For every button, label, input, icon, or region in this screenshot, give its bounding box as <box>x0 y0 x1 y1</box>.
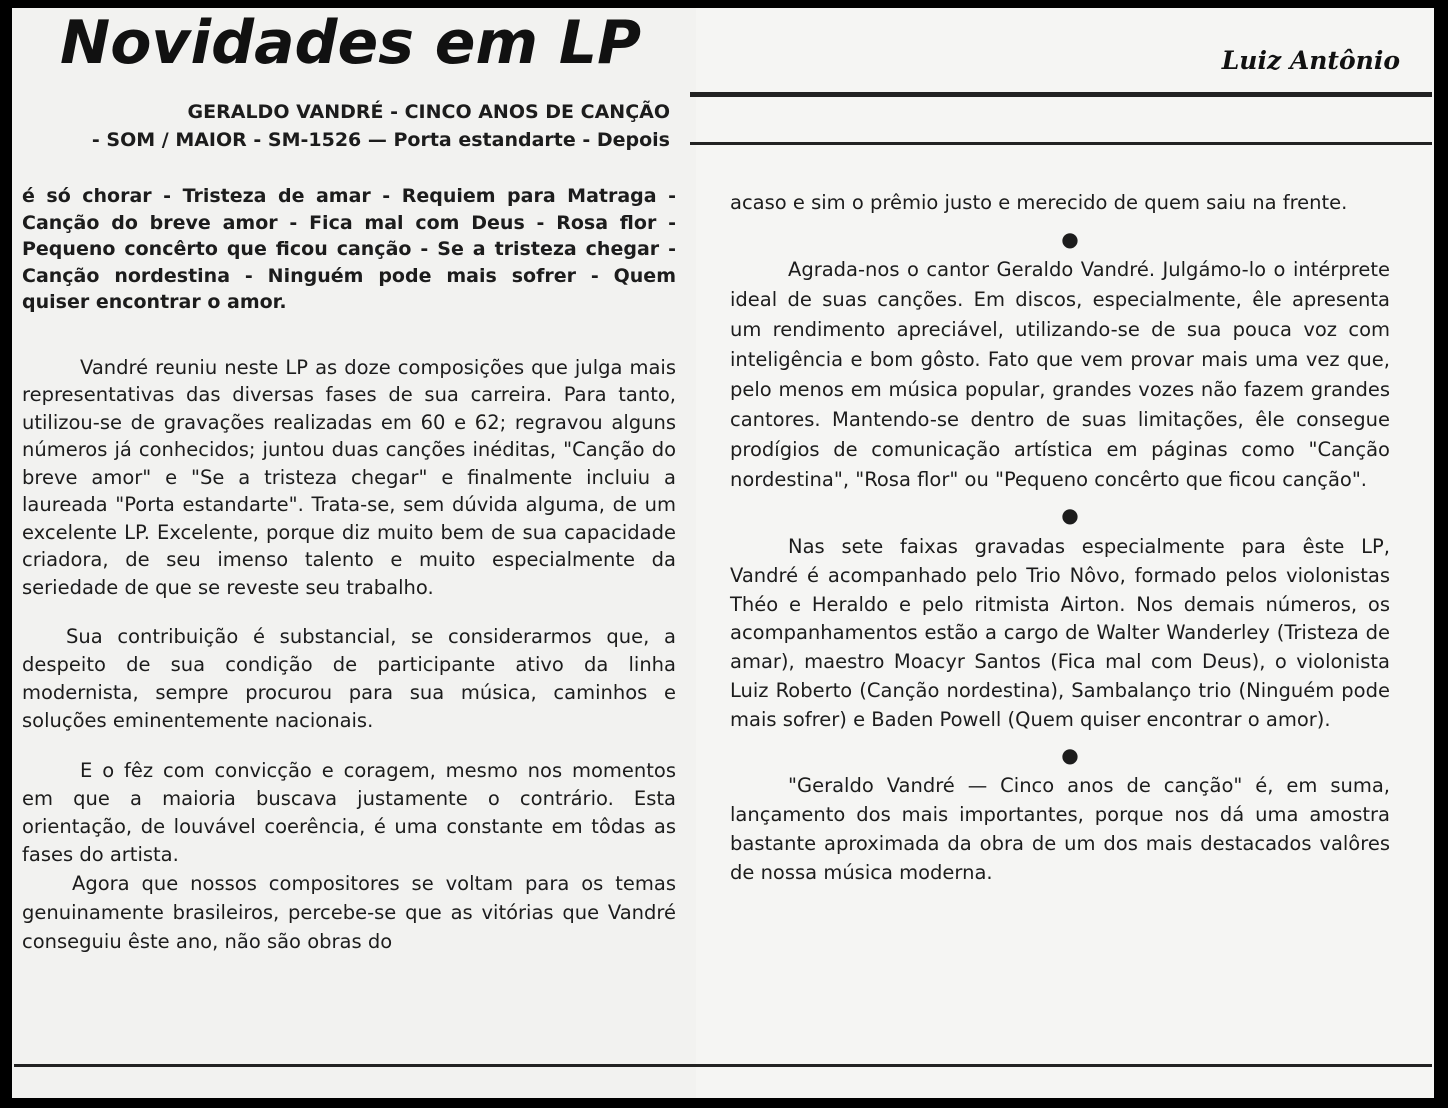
byline: Luiz Antônio <box>1221 46 1400 75</box>
section-separator-2: ● <box>1061 503 1079 527</box>
right-paragraph-1: acaso e sim o prêmio justo e merecido de quem saiu na frente. <box>730 191 1348 214</box>
subhead-line-2: - SOM / MAIOR - SM-1526 — Porta estandarte - Depois <box>91 129 670 151</box>
left-paragraph-1: Vandré reuniu neste LP as doze composições que julga mais representativas das diversas fases de sua carreira. Para tanto, utilizou-se de gravações realizadas em 60 e 62; regravou alguns números já conhecidos; juntou duas canções inéditas, "Canção do breve amor" e "Se a tristeza chegar" e finalmente incluiu a laureada "Porta estandarte". Trata-se, sem dúvida alguma, de um excelente LP. Excelente, porque diz muito bem de sua capacidade criadora, de seu imenso talento e muito especialmente da seriedade de que se reveste seu trabalho. <box>22 355 676 599</box>
right-paragraph-4: "Geraldo Vandré — Cinco anos de canção" é, em suma, lançamento dos mais importantes, porque nos dá uma amostra bastante aproximada da obra de um dos mais destacados valôres de nossa música moderna. <box>730 773 1390 884</box>
top-rule-thick <box>690 92 1432 97</box>
subhead-block <box>30 98 670 154</box>
section-separator-3: ● <box>1061 742 1079 767</box>
right-column <box>730 188 1390 887</box>
right-paragraph-3: Nas sete faixas gravadas especialmente para êste LP, Vandré é acompanhado pelo Trio Nôvo, formado pelos violonistas Théo e Heraldo e pelo ritmista Airton. Nos demais números, os acompanhamentos estão a cargo de Walter Wanderley (Tristeza de amar), maestro Moacyr Santos (Fica mal com Deus), o violonista Luiz Roberto (Canção nordestina), Sambalanço trio (Ninguém pode mais sofrer) e Baden Powell (Quem quiser encontrar o amor). <box>730 535 1390 731</box>
left-paragraph-2: Sua contribuição é substancial, se considerarmos que, a despeito de sua condição de participante ativo da linha modernista, sempre procurou para sua música, caminhos e soluções eminentemente nacionais. <box>22 625 676 732</box>
headline: Novidades em LP <box>60 8 642 78</box>
left-column <box>22 183 676 956</box>
right-paragraph-2: Agrada-nos o cantor Geraldo Vandré. Julgámo-lo o intérprete ideal de suas canções. Em discos, especialmente, êle apresenta um rendimento apreciável, utilizando-se de sua pouca voz com inteligência e bom gôsto. Fato que vem provar mais uma vez que, pelo menos em música popular, grandes vozes não fazem grandes cantores. Mantendo-se dentro de suas limitações, êle consegue prodígios de comunicação artística em páginas como "Canção nordestina", "Rosa flor" ou "Pequeno concêrto que ficou canção". <box>730 258 1390 491</box>
top-rule-thin <box>690 142 1432 145</box>
section-separator-1: ● <box>1061 227 1079 251</box>
subhead-line-1: GERALDO VANDRÉ - CINCO ANOS DE CANÇÃO <box>187 101 670 123</box>
bottom-rule <box>14 1064 1432 1067</box>
left-paragraph-4: Agora que nossos compositores se voltam para os temas genuinamente brasileiros, percebe-se que as vitórias que Vandré conseguiu êste ano, não são obras do <box>22 872 676 953</box>
left-paragraph-3: E o fêz com convicção e coragem, mesmo nos momentos em que a maioria buscava justamente o contrário. Esta orientação, de louvável coerência, é uma constante em tôdas as fases do artista. <box>22 759 676 866</box>
track-list: é só chorar - Tristeza de amar - Requiem para Matraga - Canção do breve amor - Fica mal com Deus - Rosa flor - Pequeno concêrto que ficou canção - Se a tristeza chegar - Canção nordestina - Ninguém pode mais sofrer - Quem quiser encontrar o amor. <box>22 185 676 313</box>
